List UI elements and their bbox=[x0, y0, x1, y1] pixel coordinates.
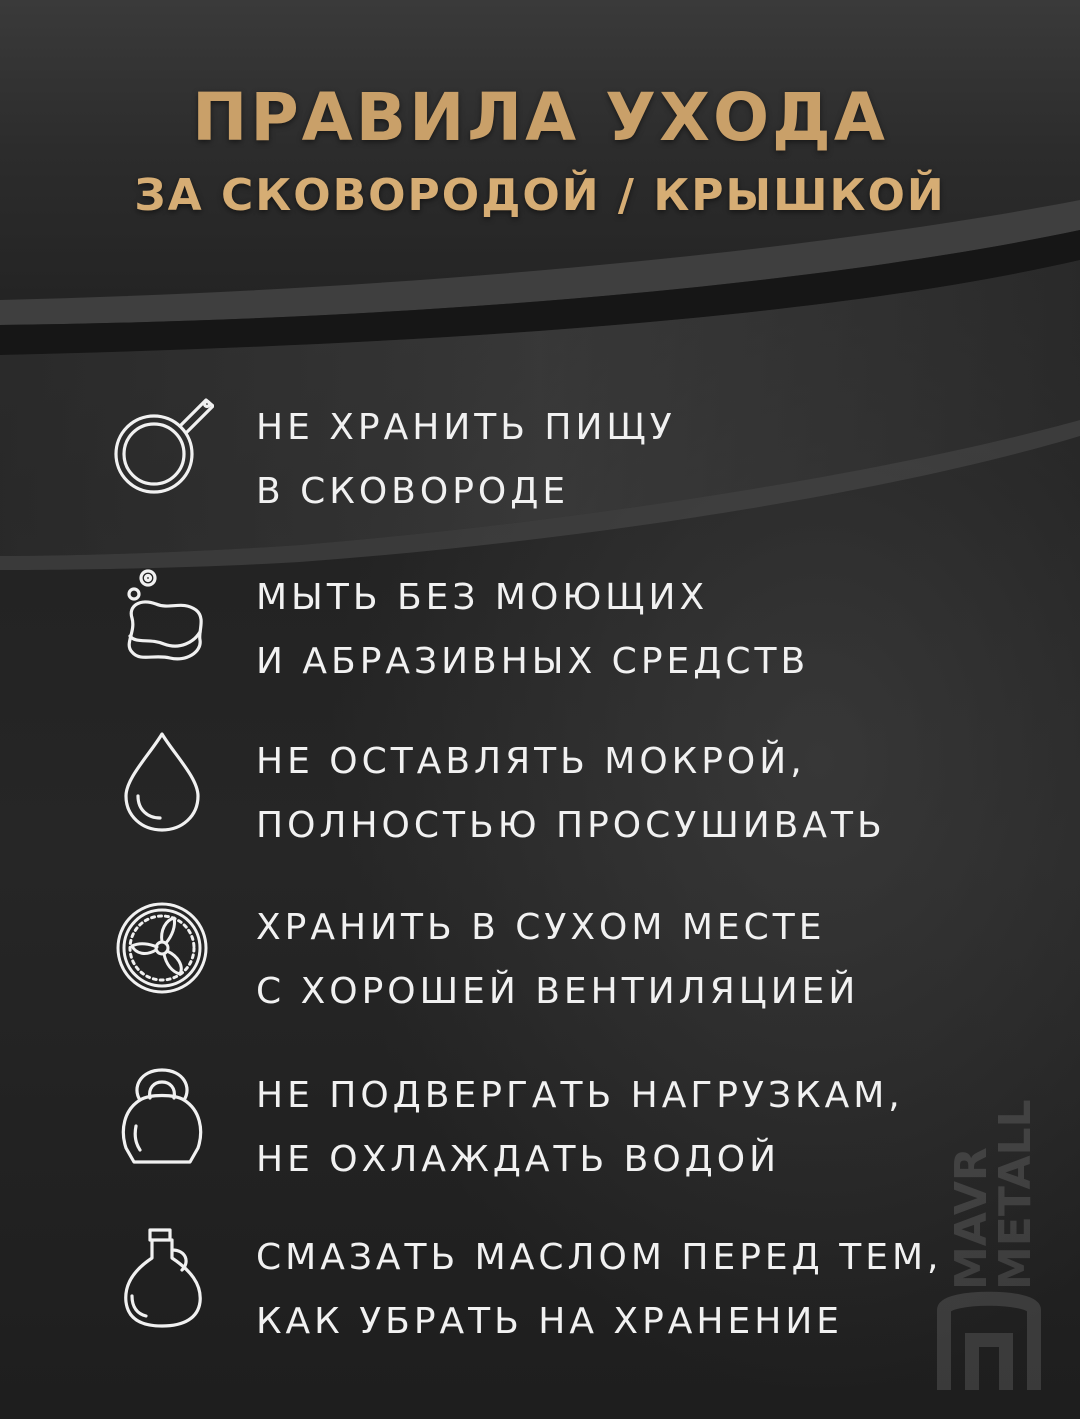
page-title: ПРАВИЛА УХОДА bbox=[192, 79, 888, 156]
frying-pan-icon bbox=[110, 396, 214, 500]
rule-item bbox=[110, 396, 990, 512]
brand-logo-icon bbox=[944, 1299, 1034, 1390]
rule-text: НЕ ОСТАВЛЯТЬ МОКРОЙ, ПОЛНОСТЬЮ ПРОСУШИВАТЬ bbox=[256, 741, 886, 846]
ventilation-fan-icon bbox=[110, 896, 214, 1000]
rule-text: ХРАНИТЬ В СУХОМ МЕСТЕ С ХОРОШЕЙ ВЕНТИЛЯЦИЕЙ bbox=[256, 907, 860, 1012]
rule-item bbox=[110, 1226, 990, 1342]
watermark-text-2: METALL bbox=[990, 1099, 1041, 1290]
rule-text: НЕ ХРАНИТЬ ПИЩУ В СКОВОРОДЕ bbox=[256, 407, 676, 512]
rule-item bbox=[110, 566, 990, 682]
rule-item bbox=[110, 1064, 990, 1180]
kettlebell-icon bbox=[110, 1064, 214, 1168]
rule-item bbox=[110, 730, 990, 846]
rule-item bbox=[110, 896, 990, 1012]
brand-watermark bbox=[924, 1040, 1054, 1400]
oil-bottle-icon bbox=[110, 1226, 214, 1330]
sponge-icon bbox=[110, 566, 214, 670]
watermark-text-1: MAVR bbox=[946, 1147, 997, 1290]
rule-text: СМАЗАТЬ МАСЛОМ ПЕРЕД ТЕМ, КАК УБРАТЬ НА ХРАНЕНИЕ bbox=[256, 1237, 943, 1342]
page-subtitle: ЗА СКОВОРОДОЙ / КРЫШКОЙ bbox=[134, 170, 946, 221]
title-block bbox=[0, 78, 1080, 222]
water-drop-icon bbox=[110, 730, 214, 834]
rule-text: НЕ ПОДВЕРГАТЬ НАГРУЗКАМ, НЕ ОХЛАЖДАТЬ ВОДОЙ bbox=[256, 1075, 904, 1180]
rule-text: МЫТЬ БЕЗ МОЮЩИХ И АБРАЗИВНЫХ СРЕДСТВ bbox=[256, 577, 810, 682]
